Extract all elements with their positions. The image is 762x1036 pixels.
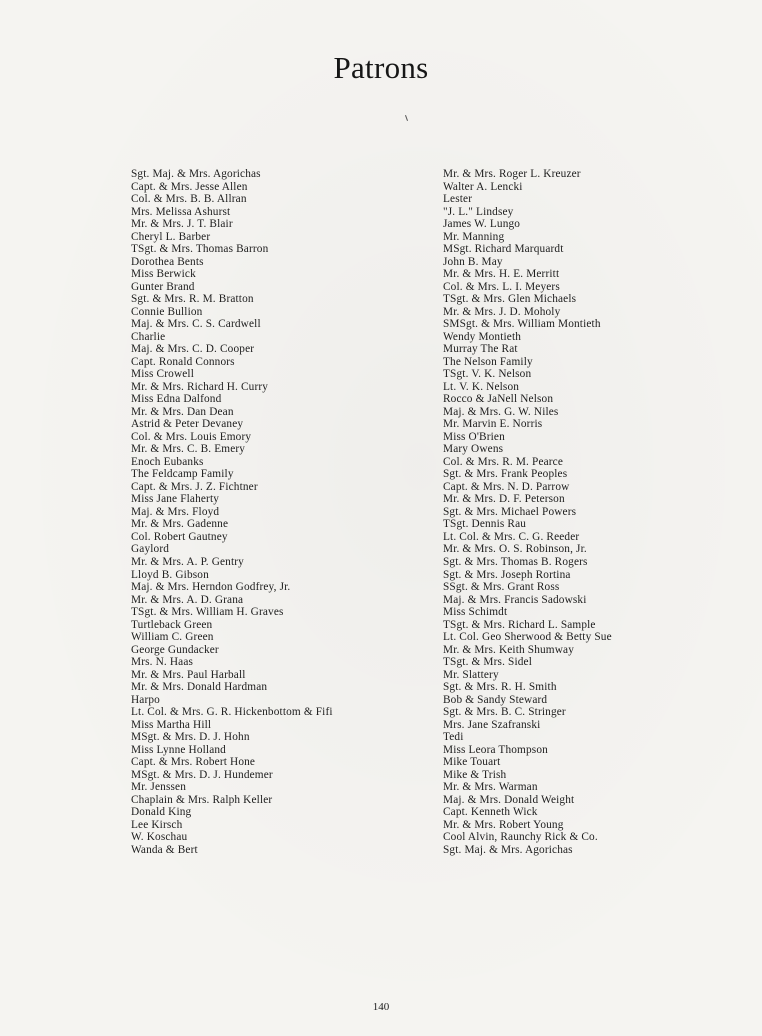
patron-name: Lee Kirsch (131, 818, 183, 831)
patron-name: Wanda & Bert (131, 843, 198, 856)
patron-name: W. Koschau (131, 831, 188, 844)
patron-name: Miss Berwick (131, 268, 196, 281)
patron-name: Miss Lynne Holland (131, 743, 226, 756)
patron-name: Miss Edna Dalfond (131, 393, 222, 406)
patron-name: Sgt. Maj. & Mrs. Agorichas (443, 843, 573, 856)
patron-name: Donald King (131, 806, 192, 819)
patron-name: Sgt. & Mrs. R. M. Bratton (131, 293, 254, 306)
patron-name: Mr. & Mrs. Roger L. Kreuzer (443, 168, 581, 180)
patron-name: Sgt. & Mrs. B. C. Stringer (443, 706, 566, 719)
patron-name: Mr. & Mrs. Keith Shumway (443, 643, 575, 656)
patron-name: Miss Martha Hill (131, 718, 212, 731)
patron-name: Maj. & Mrs. Donald Weight (443, 793, 575, 806)
patron-name: Mike Touart (443, 756, 501, 769)
patron-name: Cheryl L. Barber (131, 230, 211, 243)
patron-name: Lt. Col. Geo Sherwood & Betty Sue (443, 631, 612, 644)
patron-name: Chaplain & Mrs. Ralph Keller (131, 793, 273, 806)
patron-name: Mike & Trish (443, 768, 507, 781)
patron-name: TSgt. & Mrs. William H. Graves (131, 606, 284, 619)
patron-name: Mr. & Mrs. Dan Dean (131, 405, 234, 418)
patron-name: Lt. Col. & Mrs. G. R. Hickenbottom & Fifi (131, 706, 333, 719)
patron-name: Mrs. Jane Szafranski (443, 718, 541, 731)
patron-name: Mr. & Mrs. A. D. Grana (131, 593, 244, 606)
patron-name: Mr. Jenssen (131, 781, 186, 794)
patron-name: Mr. & Mrs. Richard H. Curry (131, 380, 269, 393)
patron-name: Gaylord (131, 543, 170, 556)
patron-name: Capt. Ronald Connors (131, 355, 235, 368)
patron-name: Mr. & Mrs. Gadenne (131, 518, 229, 531)
patron-name: Col. Robert Gautney (131, 530, 228, 543)
patron-name: TSgt. & Mrs. Thomas Barron (131, 243, 269, 256)
patron-name: Connie Bullion (131, 305, 203, 318)
patron-name: Mary Owens (443, 443, 504, 456)
patron-name: Mr. & Mrs. Robert Young (443, 818, 564, 831)
patron-name: SMSgt. & Mrs. William Montieth (443, 318, 601, 331)
patron-name: Col. & Mrs. R. M. Pearce (443, 455, 564, 468)
page-number: 140 (372, 1001, 390, 1013)
patron-name: TSgt. & Mrs. Richard L. Sample (443, 618, 596, 631)
patron-name: MSgt. Richard Marquardt (443, 243, 564, 256)
patron-name: Mr. Manning (443, 230, 505, 243)
patron-name: Miss Leora Thompson (443, 743, 548, 756)
patron-name: Maj. & Mrs. Floyd (131, 505, 220, 518)
patron-name: Maj. & Mrs. Herndon Godfrey, Jr. (131, 581, 291, 594)
patron-name: TSgt. & Mrs. Glen Michaels (443, 293, 577, 306)
patron-name: Bob & Sandy Steward (443, 693, 548, 706)
patron-name: Harpo (131, 693, 160, 706)
patron-name: Astrid & Peter Devaney (131, 418, 244, 431)
patron-name: Col. & Mrs. Louis Emory (131, 430, 252, 443)
patron-name: Sgt. Maj. & Mrs. Agorichas (131, 168, 261, 180)
patron-name: Gunter Brand (131, 280, 195, 293)
patron-name: Maj. & Mrs. G. W. Niles (443, 405, 559, 418)
patron-name: Sgt. & Mrs. Joseph Rortina (443, 568, 571, 581)
patron-name: John B. May (443, 255, 503, 268)
patron-name: Sgt. & Mrs. Michael Powers (443, 505, 577, 518)
print-speck (405, 115, 408, 121)
patron-name: Mr. Slattery (443, 668, 499, 681)
patron-name: Col. & Mrs. B. B. Allran (131, 193, 247, 206)
patron-name: Miss Crowell (131, 368, 194, 381)
patron-name: Mr. & Mrs. C. B. Emery (131, 443, 246, 456)
patron-name: Mr. Marvin E. Norris (443, 418, 543, 431)
patron-name: Sgt. & Mrs. Thomas B. Rogers (443, 555, 588, 568)
patron-name: Rocco & JaNell Nelson (443, 393, 554, 406)
patron-name: Maj. & Mrs. C. D. Cooper (131, 343, 255, 356)
patron-name: Sgt. & Mrs. R. H. Smith (443, 681, 557, 694)
patron-name: Murray The Rat (443, 343, 518, 356)
patron-name: Charlie (131, 330, 166, 343)
patron-name: Dorothea Bents (131, 255, 204, 268)
patron-name: Mr. & Mrs. Warman (443, 781, 538, 794)
patron-name: Mr. & Mrs. J. D. Moholy (443, 305, 561, 318)
patron-name: Lester (443, 193, 473, 206)
patron-name: Mr. & Mrs. Donald Hardman (131, 681, 268, 694)
patron-name: Mr. & Mrs. Paul Harball (131, 668, 246, 681)
patron-name: Capt. & Mrs. J. Z. Fichtner (131, 480, 258, 493)
patron-name: TSgt. V. K. Nelson (443, 368, 532, 381)
patron-name: Mrs. N. Haas (131, 656, 194, 669)
patron-name: Lloyd B. Gibson (131, 568, 209, 581)
patrons-left-column (131, 168, 333, 856)
patron-name: SSgt. & Mrs. Grant Ross (443, 581, 560, 594)
patron-name: Capt. & Mrs. Jesse Allen (131, 180, 248, 193)
patron-name: MSgt. & Mrs. D. J. Hohn (131, 731, 250, 744)
patron-name: Col. & Mrs. L. I. Meyers (443, 280, 560, 293)
patron-name: Mr. & Mrs. O. S. Robinson, Jr. (443, 543, 587, 556)
patron-name: Lt. V. K. Nelson (443, 380, 520, 393)
patron-name: Maj. & Mrs. C. S. Cardwell (131, 318, 261, 331)
patron-name: Mr. & Mrs. J. T. Blair (131, 218, 233, 231)
page-title: Patrons (333, 50, 429, 85)
patron-name: Tedi (443, 731, 464, 744)
patron-name: Miss Jane Flaherty (131, 493, 220, 506)
patron-name: Mr. & Mrs. D. F. Peterson (443, 493, 565, 506)
patron-name: TSgt. & Mrs. Sidel (443, 656, 533, 669)
patron-name: William C. Green (131, 631, 214, 644)
patron-name: George Gundacker (131, 643, 219, 656)
patron-name: Sgt. & Mrs. Frank Peoples (443, 468, 568, 481)
patron-name: Walter A. Lencki (443, 180, 523, 193)
patron-name: "J. L." Lindsey (443, 205, 514, 218)
patron-name: Enoch Eubanks (131, 455, 204, 468)
patron-name: The Feldcamp Family (131, 468, 234, 481)
patron-name: Miss O'Brien (443, 430, 505, 443)
patron-name: Capt. Kenneth Wick (443, 806, 538, 819)
patron-name: Miss Schimdt (443, 606, 508, 619)
patron-name: The Nelson Family (443, 355, 533, 368)
patron-name: Mrs. Melissa Ashurst (131, 205, 231, 218)
patron-name: Mr. & Mrs. H. E. Merritt (443, 268, 560, 281)
patron-name: James W. Lungo (443, 218, 521, 231)
patron-name: Capt. & Mrs. N. D. Parrow (443, 480, 570, 493)
patron-name: Mr. & Mrs. A. P. Gentry (131, 555, 244, 568)
patron-name: Cool Alvin, Raunchy Rick & Co. (443, 831, 598, 844)
patrons-right-column (443, 168, 612, 856)
patron-name: Turtleback Green (131, 618, 213, 631)
patron-name: MSgt. & Mrs. D. J. Hundemer (131, 768, 273, 781)
patron-name: Capt. & Mrs. Robert Hone (131, 756, 256, 769)
patron-name: Maj. & Mrs. Francis Sadowski (443, 593, 587, 606)
patron-name: Wendy Montieth (443, 330, 522, 343)
patron-name: Lt. Col. & Mrs. C. G. Reeder (443, 530, 580, 543)
patron-name: TSgt. Dennis Rau (443, 518, 527, 531)
